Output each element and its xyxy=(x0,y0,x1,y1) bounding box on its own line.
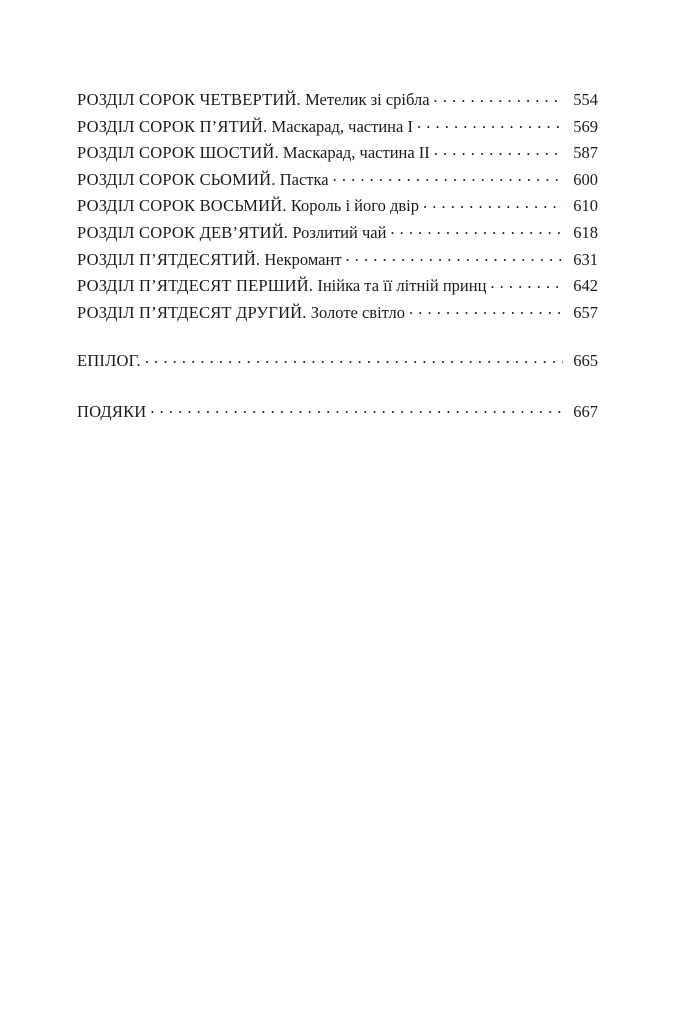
epilogue-label: ЕПІЛОГ. xyxy=(77,351,141,371)
toc-entry-heading xyxy=(77,273,486,300)
toc-entry-chapter-45 xyxy=(77,114,598,141)
dot-leader xyxy=(150,400,563,417)
dot-leader xyxy=(434,142,563,159)
acknowledgements-label: ПОДЯКИ xyxy=(77,401,147,421)
chapter-label: РОЗДІЛ СОРОК ЧЕТВЕРТИЙ. xyxy=(77,90,301,109)
toc-entry-acknowledgements xyxy=(77,399,598,426)
chapter-title: Інійка та її літній принц xyxy=(317,276,487,296)
chapter-label: РОЗДІЛ СОРОК ШОСТИЙ. xyxy=(77,143,279,163)
page-number: 667 xyxy=(573,401,598,421)
toc-entry-heading xyxy=(77,140,430,167)
chapter-label: РОЗДІЛ П’ЯТДЕСЯТ ПЕРШИЙ. xyxy=(77,276,314,296)
page-number: 554 xyxy=(573,90,598,109)
page-number: 665 xyxy=(573,351,598,371)
toc-entry-heading xyxy=(77,300,405,327)
chapter-title: Пастка xyxy=(279,169,329,189)
dot-leader xyxy=(346,248,563,265)
page-number: 642 xyxy=(573,276,598,296)
chapter-label: РОЗДІЛ СОРОК ВОСЬМИЙ. xyxy=(77,196,287,216)
toc-entry-chapter-51 xyxy=(77,273,598,300)
chapter-label: РОЗДІЛ СОРОК П’ЯТИЙ. xyxy=(77,116,268,136)
dot-leader xyxy=(409,301,563,318)
toc-entry-chapter-44 xyxy=(77,87,598,114)
page-number: 631 xyxy=(573,249,598,269)
toc-entry-chapter-52 xyxy=(77,300,598,327)
page-number: 618 xyxy=(573,222,598,242)
chapter-title: Король і його двір xyxy=(290,196,420,216)
toc-entry-heading xyxy=(77,114,413,141)
table-of-contents xyxy=(77,87,598,426)
chapter-title: Маскарад, частина I xyxy=(271,116,413,136)
toc-entry-heading xyxy=(77,193,419,220)
chapter-label: РОЗДІЛ СОРОК СЬОМИЙ. xyxy=(77,169,276,189)
toc-entry-heading xyxy=(77,167,329,194)
page-number: 610 xyxy=(573,196,598,216)
toc-entry-chapter-50 xyxy=(77,247,598,274)
chapter-title: Розлитий чай xyxy=(292,222,387,242)
dot-leader xyxy=(333,168,563,185)
toc-entry-epilogue xyxy=(77,348,598,375)
chapter-label: РОЗДІЛ П’ЯТДЕСЯТ ДРУГИЙ. xyxy=(77,302,307,322)
dot-leader xyxy=(390,221,563,238)
toc-entry-chapter-49 xyxy=(77,220,598,247)
toc-entry-heading xyxy=(77,87,430,114)
dot-leader xyxy=(490,275,563,292)
chapter-title: Золоте світло xyxy=(310,302,405,322)
page-number: 600 xyxy=(573,169,598,189)
chapter-title: Метелик зі срібла xyxy=(305,90,430,109)
toc-entry-chapter-46 xyxy=(77,140,598,167)
toc-entry-heading xyxy=(77,220,386,247)
chapter-title: Некромант xyxy=(264,249,342,269)
toc-entry-chapter-47 xyxy=(77,167,598,194)
toc-entry-heading xyxy=(77,247,342,274)
page-number: 587 xyxy=(573,143,598,163)
chapter-label: РОЗДІЛ П’ЯТДЕСЯТИЙ. xyxy=(77,249,261,269)
dot-leader xyxy=(434,89,563,106)
dot-leader xyxy=(145,350,563,367)
dot-leader xyxy=(417,115,563,132)
page-number: 657 xyxy=(573,302,598,322)
page-number: 569 xyxy=(573,116,598,136)
chapter-title: Маскарад, частина II xyxy=(282,143,430,163)
dot-leader xyxy=(423,195,563,212)
chapter-label: РОЗДІЛ СОРОК ДЕВ’ЯТИЙ. xyxy=(77,222,289,242)
toc-entry-chapter-48 xyxy=(77,193,598,220)
